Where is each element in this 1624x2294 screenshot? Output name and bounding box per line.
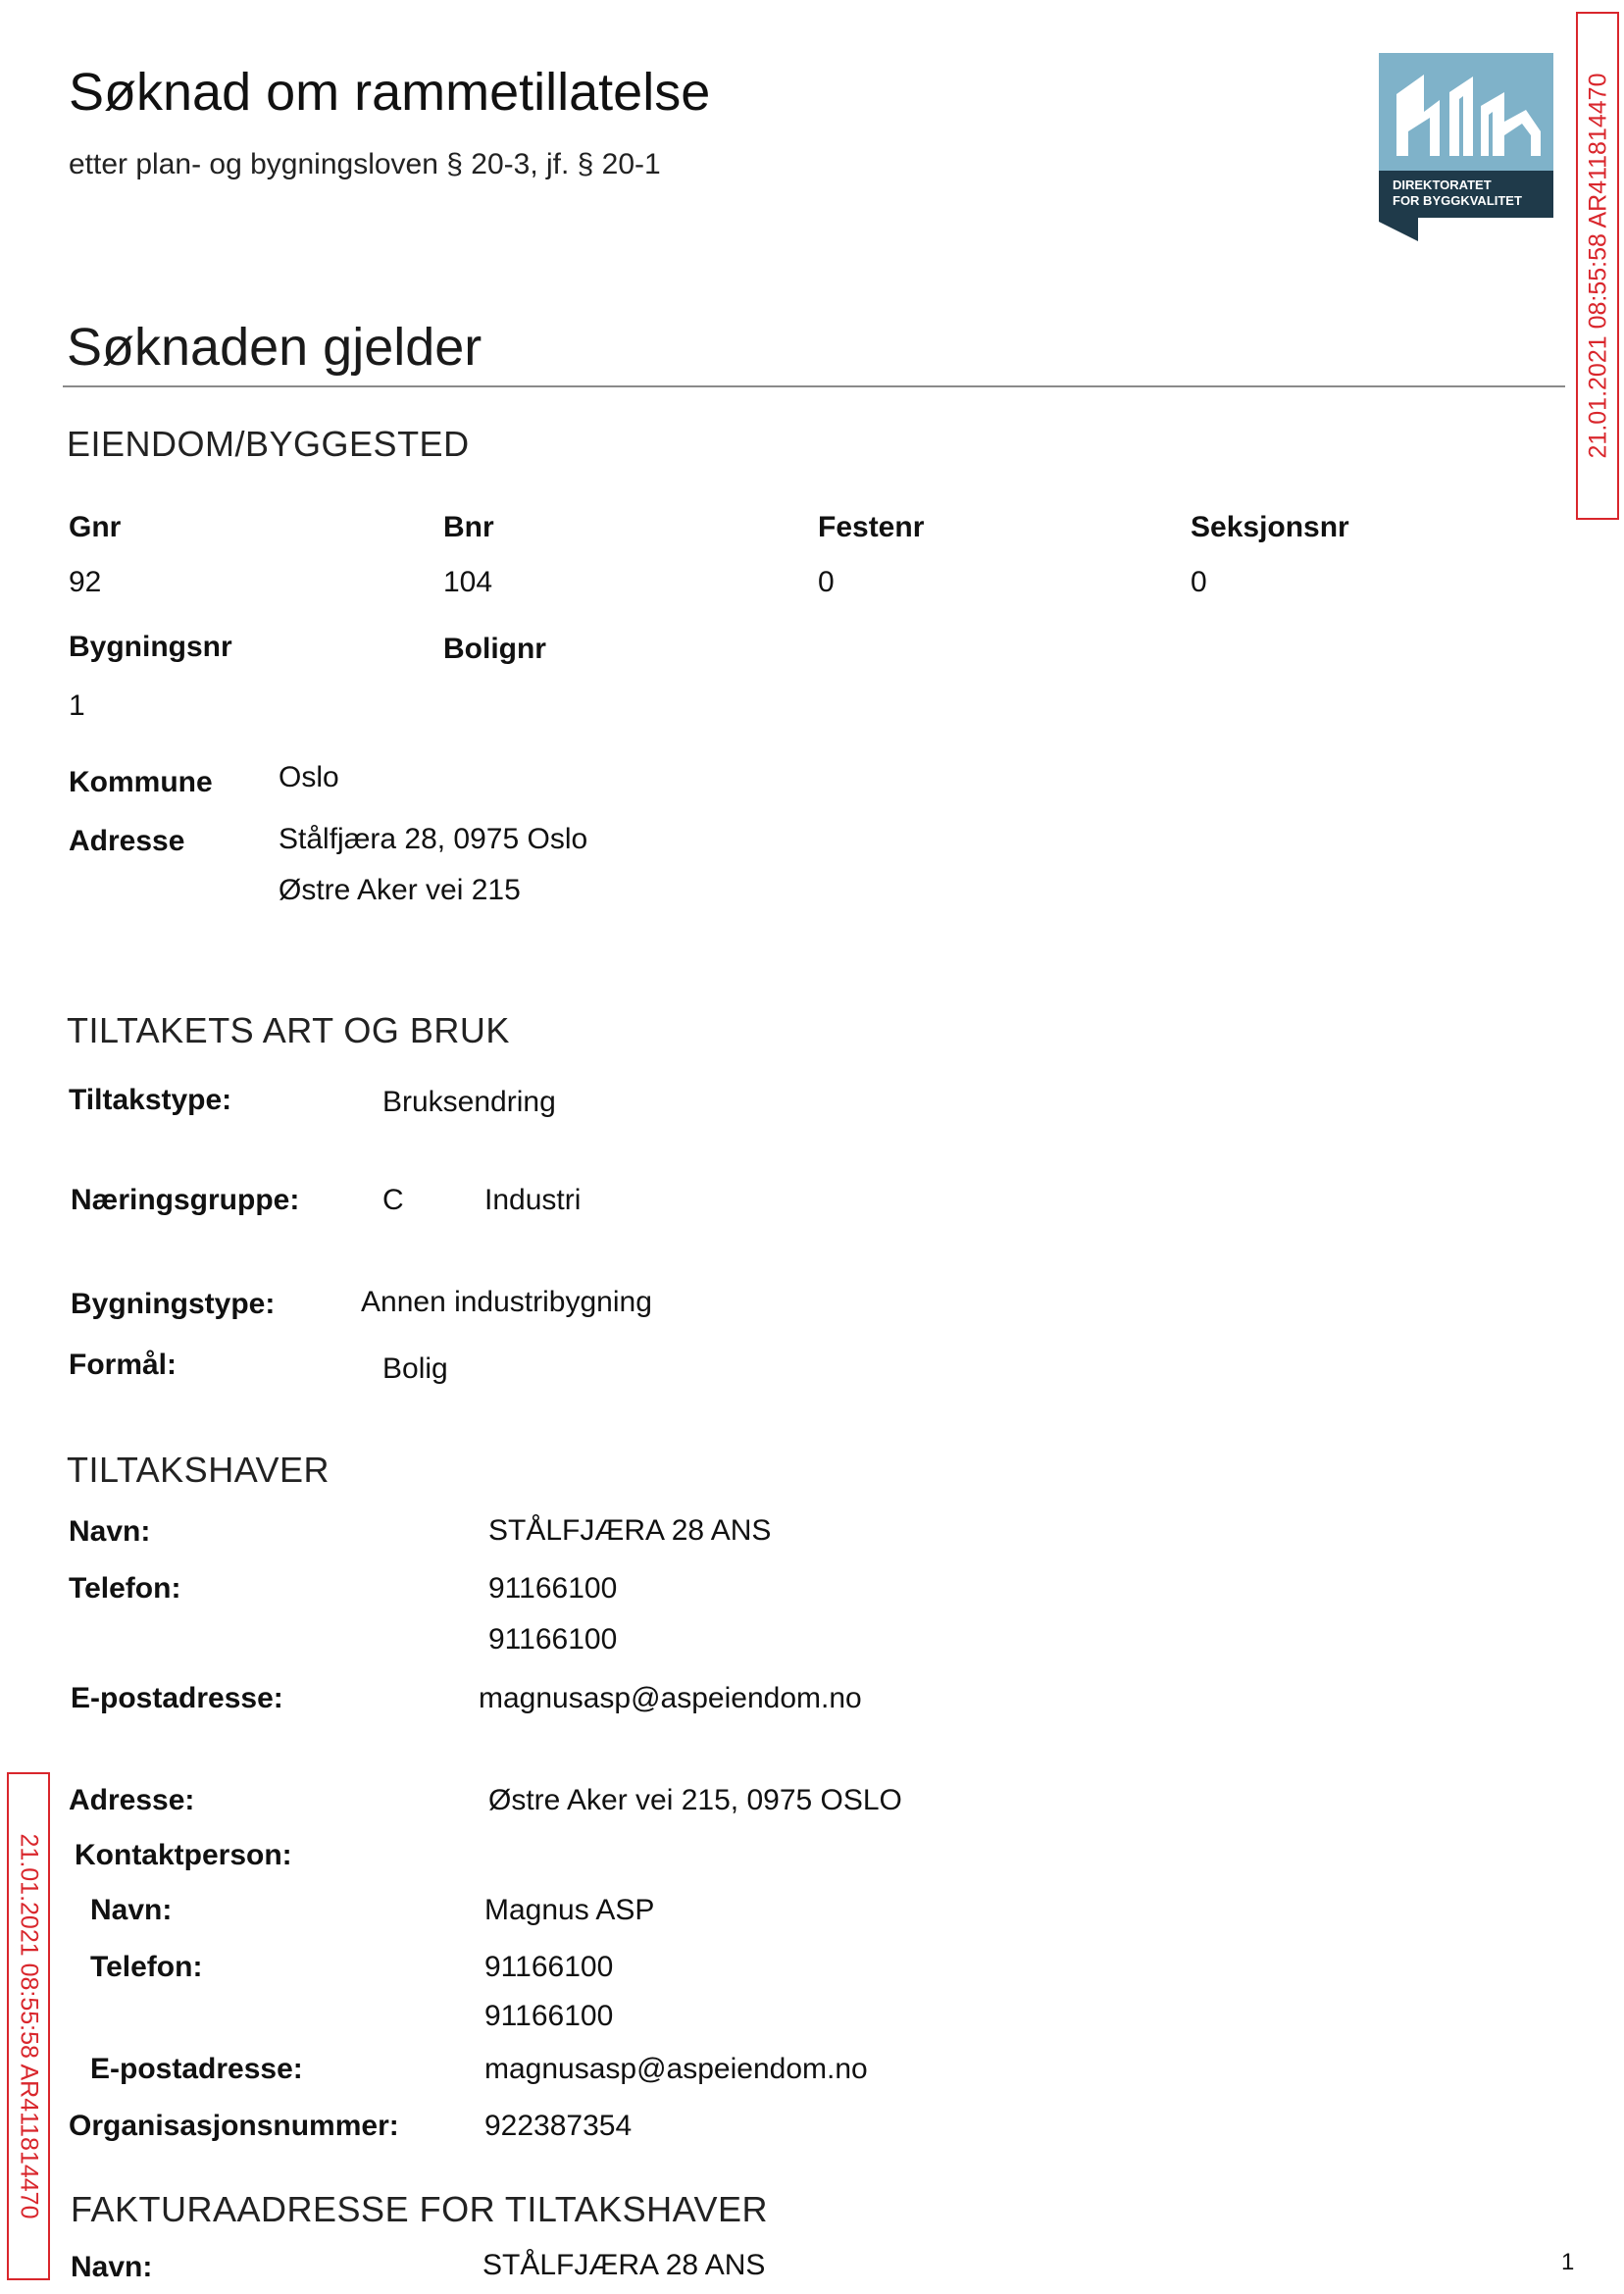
bnr-value: 104 <box>443 566 493 598</box>
bnr-label: Bnr <box>443 511 494 543</box>
section-title-tiltakshaver: TILTAKSHAVER <box>67 1450 330 1490</box>
document-title: Søknad om rammetillatelse <box>69 63 711 122</box>
seksjonsnr-value: 0 <box>1191 566 1207 598</box>
adresse-label: Adresse <box>69 825 185 857</box>
tiltakshaver-telefon-value-2: 91166100 <box>488 1623 618 1656</box>
tiltakshaver-navn-value: STÅLFJÆRA 28 ANS <box>488 1514 772 1547</box>
bygningsnr-value: 1 <box>69 689 85 722</box>
bygningstype-label: Bygningstype: <box>71 1288 276 1320</box>
kommune-value: Oslo <box>279 761 339 793</box>
adresse-line2: Østre Aker vei 215 <box>279 874 521 906</box>
faktura-navn-value: STÅLFJÆRA 28 ANS <box>482 2249 766 2281</box>
tiltakshaver-epost-label: E-postadresse: <box>71 1682 283 1714</box>
date-stamp-text: 21.01.2021 08:55:58 AR411814470 <box>1584 73 1611 459</box>
tiltakstype-value: Bruksendring <box>382 1086 556 1118</box>
kontaktperson-telefon-value-1: 91166100 <box>484 1951 614 1983</box>
kontaktperson-telefon-value-2: 91166100 <box>484 2000 614 2032</box>
formal-value: Bolig <box>382 1352 448 1385</box>
tiltakstype-label: Tiltakstype: <box>69 1084 232 1116</box>
date-stamp-top <box>1576 12 1619 520</box>
heading-divider <box>63 385 1565 387</box>
naeringsgruppe-label: Næringsgruppe: <box>71 1184 300 1216</box>
organisasjonsnummer-value: 922387354 <box>484 2110 633 2142</box>
kontaktperson-label: Kontaktperson: <box>75 1839 292 1871</box>
tiltakshaver-epost-value: magnusasp@aspeiendom.no <box>479 1682 862 1714</box>
date-stamp-text: 21.01.2021 08:55:58 AR411814470 <box>15 1833 42 2219</box>
bolignr-label: Bolignr <box>443 633 546 665</box>
section-title-faktura: FAKTURAADRESSE FOR TILTAKSHAVER <box>71 2189 768 2229</box>
page-number: 1 <box>1561 2249 1575 2275</box>
kontaktperson-epost-value: magnusasp@aspeiendom.no <box>484 2053 868 2085</box>
tiltakshaver-telefon-value-1: 91166100 <box>488 1572 618 1605</box>
adresse-line1: Stålfjæra 28, 0975 Oslo <box>279 823 588 855</box>
bygningstype-value: Annen industribygning <box>361 1286 652 1318</box>
kontaktperson-navn-value: Magnus ASP <box>484 1894 655 1926</box>
tiltakshaver-adresse-value: Østre Aker vei 215, 0975 OSLO <box>488 1784 902 1816</box>
tiltakshaver-navn-label: Navn: <box>69 1515 151 1548</box>
logo-text-line2: FOR BYGGKVALITET <box>1393 193 1522 208</box>
naeringsgruppe-code: C <box>382 1184 404 1216</box>
logo-text-line1: DIREKTORATET <box>1393 178 1492 192</box>
tiltakshaver-telefon-label: Telefon: <box>69 1572 181 1605</box>
kontaktperson-epost-label: E-postadresse: <box>90 2053 303 2085</box>
document-subtitle: etter plan- og bygningsloven § 20-3, jf. § 20-1 <box>69 148 661 180</box>
gnr-value: 92 <box>69 566 102 598</box>
section-title-tiltak: TILTAKETS ART OG BRUK <box>67 1010 510 1050</box>
gnr-label: Gnr <box>69 511 122 543</box>
formal-label: Formål: <box>69 1349 178 1381</box>
section-heading: Søknaden gjelder <box>67 318 482 377</box>
festenr-value: 0 <box>818 566 835 598</box>
kommune-label: Kommune <box>69 766 213 798</box>
festenr-label: Festenr <box>818 511 925 543</box>
faktura-navn-label: Navn: <box>71 2251 153 2283</box>
kontaktperson-telefon-label: Telefon: <box>90 1951 203 1983</box>
seksjonsnr-label: Seksjonsnr <box>1191 511 1349 543</box>
section-title-eiendom: EIENDOM/BYGGESTED <box>67 424 470 464</box>
date-stamp-left <box>7 1772 50 2280</box>
bygningsnr-label: Bygningsnr <box>69 631 232 663</box>
kontaktperson-navn-label: Navn: <box>90 1894 173 1926</box>
tiltakshaver-adresse-label: Adresse: <box>69 1784 195 1816</box>
organisasjonsnummer-label: Organisasjonsnummer: <box>69 2110 399 2142</box>
dibk-logo <box>1379 53 1553 241</box>
naeringsgruppe-value: Industri <box>484 1184 582 1216</box>
